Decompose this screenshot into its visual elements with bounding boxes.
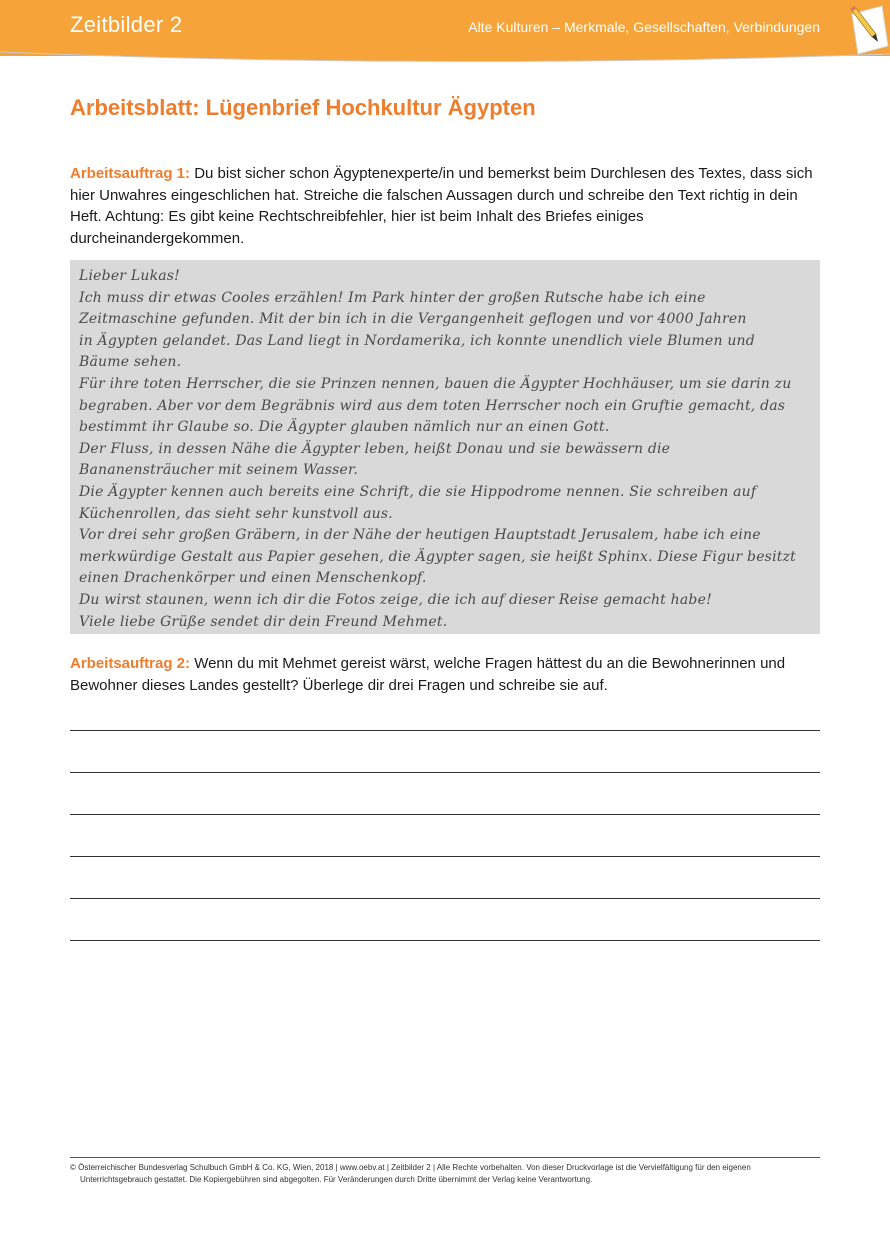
footer-divider <box>70 1157 820 1158</box>
task-2-text: Wenn du mit Mehmet gereist wärst, welche Fragen hättest du an die Bewohnerinnen und Bewohner dieses Landes gestellt? Überlege dir drei Fragen und schreibe sie auf. <box>70 655 786 694</box>
letter-line: Für ihre toten Herrscher, die sie Prinzen nennen, bauen die Ägypter Hochhäuser, um sie darin zu <box>79 375 792 392</box>
letter-line: bestimmt ihr Glaube so. Die Ägypter glauben nämlich nur an einen Gott. <box>79 419 610 436</box>
task-1-label: Arbeitsauftrag 1: <box>70 165 191 182</box>
header-subtitle: Alte Kulturen – Merkmale, Gesellschaften, Verbindungen <box>468 19 820 35</box>
letter-line: Viele liebe Grüße sendet dir dein Freund Mehmet. <box>79 613 448 630</box>
answer-line[interactable] <box>70 814 820 815</box>
task-2-label: Arbeitsauftrag 2: <box>70 655 191 672</box>
letter-line: Lieber Lukas! <box>79 268 181 284</box>
answer-line[interactable] <box>70 940 820 941</box>
answer-line[interactable] <box>70 898 820 899</box>
task-2 <box>70 653 822 696</box>
letter-line: Der Fluss, in dessen Nähe die Ägypter leben, heißt Donau und sie bewässern die <box>79 440 671 457</box>
letter-line: Die Ägypter kennen auch bereits eine Schrift, die sie Hippodrome nennen. Sie schreiben auf <box>79 483 757 500</box>
footer-line-1: © Österreichischer Bundesverlag Schulbuch GmbH & Co. KG, Wien, 2018 | www.oebv.at | Zeitbilder 2 | Alle Rechte vorbehalten. Von dieser Druckvorlage ist die Vervielfältigung für den eigenen <box>70 1163 751 1172</box>
letter-line: Bäume sehen. <box>79 354 182 371</box>
brand-title: Zeitbilder 2 <box>70 12 183 37</box>
letter-line: Ich muss dir etwas Cooles erzählen! Im Park hinter der großen Rutsche habe ich eine <box>79 289 706 306</box>
letter-line: merkwürdige Gestalt aus Papier gesehen, die Ägypter sagen, sie heißt Sphinx. Diese Figur besitzt <box>79 548 796 565</box>
letter-line: Bananensträucher mit seinem Wasser. <box>79 462 359 479</box>
footer-line-2: Unterrichtsgebrauch gestattet. Die Kopiergebühren sind abgegolten. Für Veränderungen durch Dritte übernimmt der Verlag keine Verantwortung. <box>80 1174 593 1184</box>
answer-line[interactable] <box>70 772 820 773</box>
letter-line: einen Drachenkörper und einen Menschenkopf. <box>79 570 427 587</box>
letter-box <box>70 260 820 634</box>
letter-line: Du wirst staunen, wenn ich dir die Fotos zeige, die ich auf dieser Reise gemacht habe! <box>79 591 712 608</box>
letter-line: Zeitmaschine gefunden. Mit der bin ich in die Vergangenheit geflogen und vor 4000 Jahren <box>79 311 747 328</box>
page-title: Arbeitsblatt: Lügenbrief Hochkultur Ägypten <box>70 95 536 120</box>
footer-copyright <box>70 1162 820 1185</box>
answer-line[interactable] <box>70 856 820 857</box>
letter-line: Küchenrollen, das sieht sehr kunstvoll aus. <box>79 505 393 522</box>
task-1-text: Du bist sicher schon Ägyptenexperte/in und bemerkst beim Durchlesen des Textes, dass sich hier Unwahres eingeschlichen hat. Streiche die falschen Aussagen durch und schreibe den Text richtig in dein Heft. Achtung: Es gibt keine Rechtschreibfehler, hier ist beim Inhalt des Briefes einiges durcheinandergekommen. <box>70 165 813 247</box>
answer-line[interactable] <box>70 730 820 731</box>
letter-line: begraben. Aber vor dem Begräbnis wird aus dem toten Herrscher noch ein Gruftie gemacht, das <box>79 397 786 414</box>
header-curve <box>0 44 890 68</box>
pencil-paper-icon <box>842 0 890 56</box>
letter-line: Vor drei sehr großen Gräbern, in der Nähe der heutigen Hauptstadt Jerusalem, habe ich eine <box>79 527 761 544</box>
letter-line: in Ägypten gelandet. Das Land liegt in Nordamerika, ich konnte unendlich viele Blumen und <box>79 332 755 349</box>
task-1 <box>70 163 822 249</box>
